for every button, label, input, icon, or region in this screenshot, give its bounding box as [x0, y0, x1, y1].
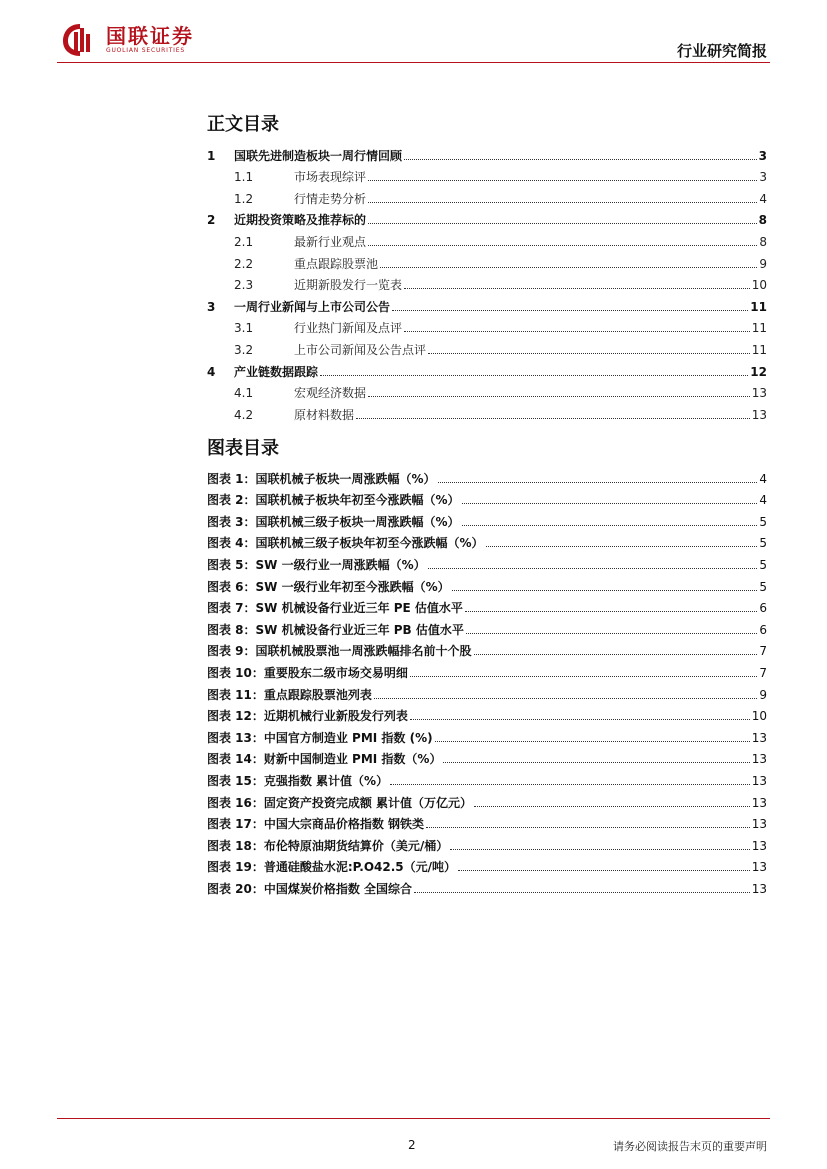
figure-entry-title: 图表 19：普通硅酸盐水泥:P.O42.5（元/吨）	[207, 860, 457, 875]
logo-english-name: GUOLIAN SECURITIES	[106, 47, 185, 54]
toc-entry-number: 2.1	[234, 234, 254, 249]
dot-leader	[380, 267, 757, 268]
report-type: 行业研究简报	[676, 42, 767, 60]
toc-entry[interactable]	[207, 379, 767, 401]
figure-entry[interactable]	[207, 853, 767, 875]
figure-entry[interactable]	[207, 810, 767, 832]
dot-leader	[428, 568, 758, 569]
toc-entry-number: 1	[207, 148, 216, 163]
figures-heading: 图表目录	[207, 438, 279, 459]
dot-leader	[462, 525, 758, 526]
figure-entry[interactable]	[207, 464, 767, 486]
figure-entry-page: 13	[751, 838, 767, 853]
figure-entry[interactable]	[207, 874, 767, 896]
figure-entry[interactable]	[207, 615, 767, 637]
toc-entry[interactable]	[207, 271, 767, 293]
dot-leader	[428, 353, 750, 354]
figure-entry-page: 13	[751, 730, 767, 745]
toc-entry-title: 近期新股发行一览表	[294, 278, 403, 293]
figure-entry-title: 图表 11：重点跟踪股票池列表	[207, 687, 372, 702]
toc-entry[interactable]	[207, 206, 767, 228]
toc-entry[interactable]	[207, 184, 767, 206]
figure-entry-page: 13	[751, 795, 767, 810]
dot-leader	[438, 482, 758, 483]
figure-entry[interactable]	[207, 766, 767, 788]
figure-entry-page: 5	[759, 514, 767, 529]
toc-entry-number: 3.1	[234, 321, 254, 336]
toc-entry-title: 宏观经济数据	[294, 386, 367, 401]
page-number: 2	[408, 1138, 416, 1152]
toc-entry-page: 13	[751, 386, 767, 401]
figure-entry[interactable]	[207, 680, 767, 702]
toc-entry-title: 行业热门新闻及点评	[294, 321, 403, 336]
toc-entry[interactable]	[207, 400, 767, 422]
toc-entry-page: 13	[751, 407, 767, 422]
figure-entry-page: 13	[751, 817, 767, 832]
figure-entry-page: 10	[751, 709, 767, 724]
toc-entry-title: 产业链数据跟踪	[234, 364, 319, 379]
dot-leader	[368, 202, 757, 203]
toc-entry-number: 3	[207, 299, 216, 314]
toc-entry[interactable]	[207, 141, 767, 163]
figure-entry[interactable]	[207, 831, 767, 853]
figure-entry-title: 图表 1：国联机械子板块一周涨跌幅（%）	[207, 471, 436, 486]
figure-entry[interactable]	[207, 594, 767, 616]
figure-entry-page: 5	[759, 579, 767, 594]
figure-entry[interactable]	[207, 572, 767, 594]
figure-entry[interactable]	[207, 723, 767, 745]
figure-entry-page: 13	[751, 860, 767, 875]
dot-leader	[426, 827, 750, 828]
dot-leader	[486, 546, 758, 547]
figure-entry[interactable]	[207, 788, 767, 810]
dot-leader	[368, 245, 757, 246]
figure-entry[interactable]	[207, 486, 767, 508]
dot-leader	[368, 396, 750, 397]
dot-leader	[320, 375, 748, 376]
figure-entry-page: 9	[759, 687, 767, 702]
toc-entry-title: 国联先进制造板块一周行情回顾	[234, 148, 403, 163]
toc-entry-page: 11	[751, 321, 767, 336]
figure-entry-title: 图表 10：重要股东二级市场交易明细	[207, 665, 408, 680]
figure-entry-title: 图表 7：SW 机械设备行业近三年 PE 估值水平	[207, 601, 463, 616]
table-of-contents	[207, 141, 767, 422]
toc-entry-title: 市场表现综评	[294, 170, 367, 185]
dot-leader	[458, 870, 750, 871]
dot-leader	[404, 288, 750, 289]
toc-entry-title: 近期投资策略及推荐标的	[234, 213, 367, 228]
dot-leader	[435, 741, 750, 742]
toc-entry[interactable]	[207, 292, 767, 314]
page-header	[0, 0, 827, 64]
toc-entry[interactable]	[207, 357, 767, 379]
toc-entry-number: 2.3	[234, 278, 254, 293]
figure-entry-page: 5	[759, 536, 767, 551]
figure-entry-title: 图表 16：固定资产投资完成额 累计值（万亿元）	[207, 795, 473, 810]
logo-mark-icon	[60, 22, 100, 58]
dot-leader	[404, 331, 750, 332]
figure-entry-title: 图表 4：国联机械三级子板块年初至今涨跌幅（%）	[207, 536, 484, 551]
toc-entry-number: 1.2	[234, 191, 254, 206]
figure-entry[interactable]	[207, 637, 767, 659]
toc-entry-page: 11	[750, 299, 767, 314]
toc-entry-page: 11	[751, 342, 767, 357]
figure-entry-page: 4	[759, 471, 767, 486]
toc-entry-number: 4.2	[234, 407, 254, 422]
dot-leader	[474, 806, 750, 807]
figure-entry-page: 6	[759, 622, 767, 637]
list-of-figures	[207, 464, 767, 896]
figure-entry-title: 图表 17：中国大宗商品价格指数 钢铁类	[207, 817, 425, 832]
figure-entry-title: 图表 2：国联机械子板块年初至今涨跌幅（%）	[207, 493, 460, 508]
dot-leader	[368, 180, 757, 181]
dot-leader	[450, 849, 749, 850]
figure-entry-title: 图表 12：近期机械行业新股发行列表	[207, 709, 408, 724]
toc-entry-number: 4	[207, 364, 216, 379]
figure-entry-page: 13	[751, 881, 767, 896]
toc-entry-page: 8	[759, 234, 767, 249]
toc-entry-page: 3	[759, 170, 767, 185]
dot-leader	[462, 503, 758, 504]
dot-leader	[443, 762, 749, 763]
toc-entry-title: 行情走势分析	[294, 191, 367, 206]
toc-entry-page: 12	[750, 364, 767, 379]
figure-entry-page: 4	[759, 493, 767, 508]
figure-entry-title: 图表 20：中国煤炭价格指数 全国综合	[207, 881, 413, 896]
figure-entry-title: 图表 13：中国官方制造业 PMI 指数 (%)	[207, 730, 433, 745]
figure-entry-title: 图表 15：克强指数 累计值（%）	[207, 773, 389, 788]
toc-entry-number: 2.2	[234, 256, 254, 271]
dot-leader	[474, 654, 758, 655]
figure-entry[interactable]	[207, 550, 767, 572]
toc-entry[interactable]	[207, 314, 767, 336]
toc-entry[interactable]	[207, 249, 767, 271]
figure-entry-title: 图表 5：SW 一级行业一周涨跌幅（%）	[207, 557, 426, 572]
figure-entry[interactable]	[207, 745, 767, 767]
dot-leader	[390, 784, 750, 785]
toc-entry-number: 2	[207, 213, 216, 228]
toc-entry-page: 9	[759, 256, 767, 271]
toc-heading: 正文目录	[207, 114, 279, 135]
dot-leader	[392, 310, 748, 311]
toc-entry-number: 3.2	[234, 342, 254, 357]
toc-entry-title: 上市公司新闻及公告点评	[294, 342, 427, 357]
dot-leader	[404, 159, 757, 160]
dot-leader	[356, 418, 750, 419]
figure-entry-title: 图表 14：财新中国制造业 PMI 指数（%）	[207, 752, 442, 767]
toc-entry-page: 4	[759, 191, 767, 206]
toc-entry-title: 一周行业新闻与上市公司公告	[234, 299, 391, 314]
figure-entry-title: 图表 8：SW 机械设备行业近三年 PB 估值水平	[207, 622, 464, 637]
figure-entry-page: 13	[751, 752, 767, 767]
toc-entry-title: 原材料数据	[294, 407, 355, 422]
toc-entry-number: 1.1	[234, 170, 254, 185]
figure-entry-page: 13	[751, 773, 767, 788]
toc-entry[interactable]	[207, 227, 767, 249]
figure-entry-page: 7	[759, 644, 767, 659]
figure-entry[interactable]	[207, 702, 767, 724]
toc-entry[interactable]	[207, 335, 767, 357]
dot-leader	[414, 892, 750, 893]
dot-leader	[452, 590, 758, 591]
figure-entry-title: 图表 9：国联机械股票池一周涨跌幅排名前十个股	[207, 644, 472, 659]
figure-entry-page: 5	[759, 557, 767, 572]
figure-entry-title: 图表 3：国联机械三级子板块一周涨跌幅（%）	[207, 514, 460, 529]
toc-entry-number: 4.1	[234, 386, 254, 401]
figure-entry-title: 图表 18：布伦特原油期货结算价（美元/桶）	[207, 838, 449, 853]
figure-entry-title: 图表 6：SW 一级行业年初至今涨跌幅（%）	[207, 579, 450, 594]
toc-entry-title: 重点跟踪股票池	[294, 256, 379, 271]
toc-entry-page: 3	[758, 148, 767, 163]
toc-entry[interactable]	[207, 163, 767, 185]
header-divider	[57, 62, 770, 63]
dot-leader	[410, 719, 750, 720]
figure-entry-page: 7	[759, 665, 767, 680]
figure-entry[interactable]	[207, 658, 767, 680]
dot-leader	[410, 676, 757, 677]
footer-divider	[57, 1118, 770, 1119]
toc-entry-page: 10	[751, 278, 767, 293]
dot-leader	[466, 633, 757, 634]
company-logo	[60, 22, 194, 58]
toc-entry-page: 8	[758, 213, 767, 228]
dot-leader	[368, 223, 757, 224]
toc-entry-title: 最新行业观点	[294, 234, 367, 249]
dot-leader	[465, 611, 757, 612]
dot-leader	[374, 698, 757, 699]
figure-entry[interactable]	[207, 529, 767, 551]
footer-disclaimer: 请务必阅读报告末页的重要声明	[613, 1140, 767, 1153]
logo-chinese-name: 国联证券	[106, 24, 194, 48]
figure-entry[interactable]	[207, 507, 767, 529]
figure-entry-page: 6	[759, 601, 767, 616]
